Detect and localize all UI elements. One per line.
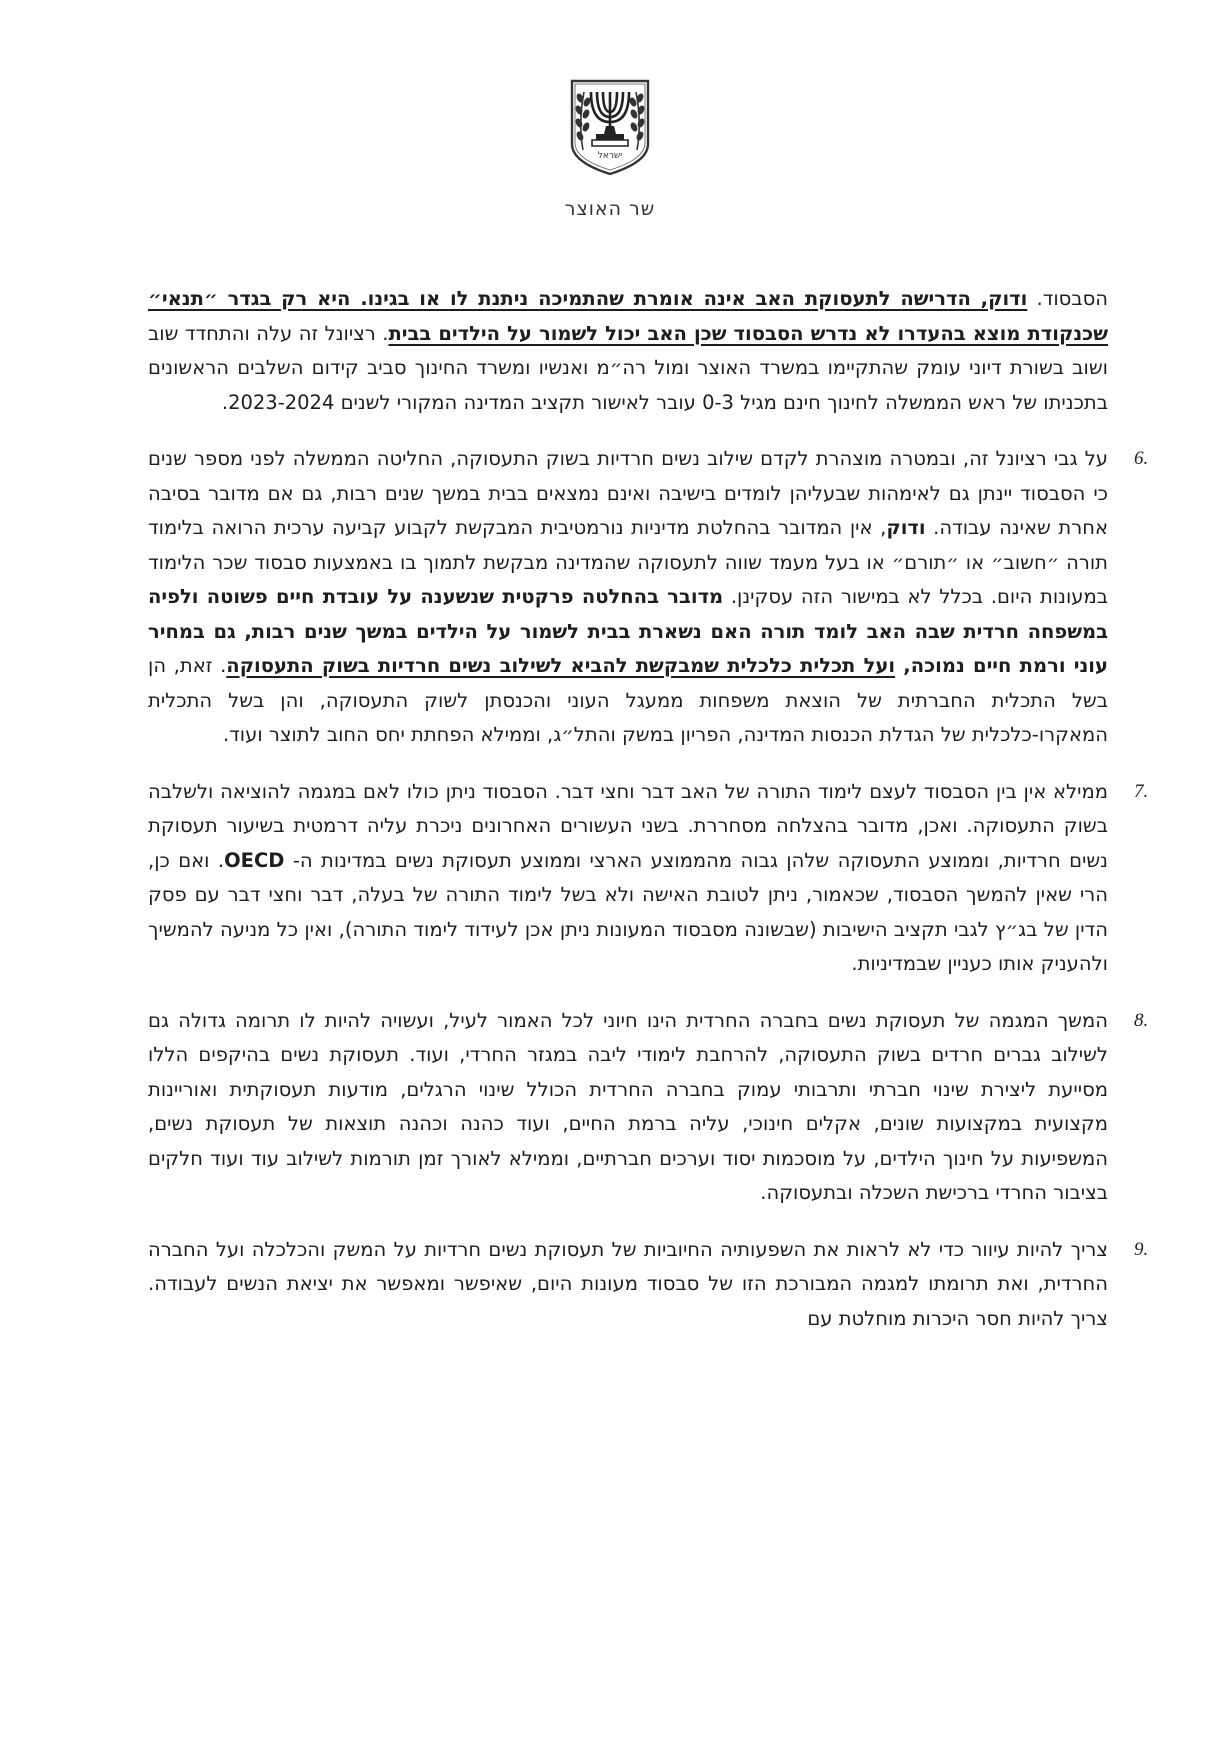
text-run: הסבסוד. <box>1027 287 1108 310</box>
text-run: . רציונל זה עלה והתחדד שוב ושוב בשורת דיוני עומק שהתקיימו במשרד האוצר ומול רה״מ ואנשיו ומשרד החינוך סביב קידום השלבים הראשונים בתכניתו של ראש הממשלה לחינוך חינם מגיל 0-3 עובר לאישור תקציב המדינה המקורי לשנים 2023-2024. <box>148 321 1108 414</box>
numbered-paragraph <box>148 442 1149 753</box>
text-run: צריך להיות עיוור כדי לא לראות את השפעותיה החיוביות של תעסוקת נשים חרדיות על המשק והכלכלה ועל החברה החרדית, ואת תרומתו למגמה המבורכת הזו של סבסוד מעונות היום, שאיפשר ומאפשר את יציאת הנשים לעבודה. צריך להיות חסר היכרות מוחלטת עם <box>148 1237 1108 1330</box>
text-run: . זאת, הן בשל התכלית החברתית של הוצאת משפחות ממעגל העוני והכנסתן לשוק התעסוקה, והן בשל התכלית המאקרו-כלכלית של הגדלת הכנסות המדינה, הפריון במשק והתל״ג, וממילא הפחתת יחס החוב לתוצר ועוד. <box>148 654 1108 746</box>
paragraph-number: 9. <box>1134 1238 1149 1260</box>
paragraph-text <box>148 287 1108 414</box>
paragraph-number: 7. <box>1134 780 1149 802</box>
numbered-paragraph <box>148 1233 1149 1337</box>
text-run: . ואם כן, הרי שאין להמשך הסבסוד, שכאמור, ניתן לטובת האישה ולא בשל לימוד התורה של בעלה, דבר וחצי דבר עם פסק הדין של בג״ץ לגבי תקציב הישיבות (שבשונה מסבסוד המעונות ניתן אכן לעידוד לימוד התורה), ואין כל מניעה להמשיך ולהעניק אותו כעניין שבמדיניות. <box>148 848 1108 975</box>
bold-underline-text-run: ודוק, הדרישה לתעסוקת האב אינה אומרת שהתמיכה ניתנת לו או בגינו. היא רק בגדר ״תנאי״ שכנקודת מוצא בהעדרו לא נדרש הסבסוד שכן האב יכול לשמור על הילדים בבית <box>148 287 1108 345</box>
paragraph-text <box>148 1238 1108 1330</box>
text-run: על גבי רציונל זה, ובמטרה מוצהרת לקדם שילוב נשים חרדיות בשוק התעסוקה, החליטה הממשלה לפני מספר שנים כי הסבסוד יינתן גם לאימהות שבעליהן לומדים בישיבה ואינם נמצאים בבית במשך שנים רבות, גם אם מדובר בסיבה אחרת שאינה עבודה. <box>148 447 1108 539</box>
bold-text-run: מדובר בהחלטה פרקטית שנשענה על עובדת חיים פשוטה ולפיה במשפחה חרדית שבה האב לומד תורה האם נשארת בבית לשמור על הילדים במשך שנים רבות, גם במחיר עוני ורמת חיים נמוכה, <box>148 585 1108 677</box>
paragraph-text <box>148 1009 1108 1205</box>
text-run: , אין המדובר בהחלטת מדיניות נורמטיבית המבקשת לקבוע קביעה ערכית הרואה בלימוד תורה ״חשוב״ או ״תורם״ או בעל מעמד שווה לתעסוקה שהמדינה מבקשת לתמוך בו באמצעות סבסוד שכר הלימוד במעונות היום. בכלל לא במישור הזה עסקינן. <box>148 516 1108 608</box>
paragraph-text <box>148 780 1108 976</box>
paragraph-number: 6. <box>1134 448 1149 469</box>
bold-underline-text-run: ועל תכלית כלכלית שמבקשת להביא לשילוב נשים חרדיות בשוק התעסוקה <box>226 654 896 677</box>
numbered-paragraph <box>148 1004 1149 1211</box>
emblem-caption: ישראל <box>597 151 623 161</box>
state-of-israel-emblem-icon <box>568 78 652 176</box>
office-title: שר האוצר <box>564 198 656 220</box>
paragraph-text <box>148 447 1108 746</box>
paragraph-number: 8. <box>1134 1009 1149 1031</box>
letter-body <box>148 282 1149 1358</box>
text-run: ממילא אין בין הסבסוד לעצם לימוד התורה של האב דבר וחצי דבר. הסבסוד ניתן כולו לאם במגמה להוציאה ולשלבה בשוק התעסוקה. ואכן, מדובר בהצלחה מסחררת. בשני העשורים האחרונים ניכרת עליה דרמטית בשיעור תעסוקת נשים חרדיות, וממוצע התעסוקה שלהן גבוה מהממוצע הארצי וממוצע תעסוקת נשים במדינות ה- <box>148 779 1108 872</box>
bold-text-run: OECD <box>224 848 285 872</box>
continued-paragraph <box>148 282 1108 420</box>
numbered-paragraph <box>148 775 1149 982</box>
text-run: המשך המגמה של תעסוקת נשים בחברה החרדית הינו חיוני לכל האמור לעיל, ועשויה להיות לו תרומה גדולה גם לשילוב גברים חרדים בשוק התעסוקה, להרחבת לימודי ליבה במגזר החרדי, ועוד. תעסוקת נשים בהיקפים הללו מסייעת ליצירת שינוי חברתי ותרבותי עמוק בחברה החרדית הכולל שינוי הרגלים, מודעות תעסוקתית ואוריינות מקצועית במקצועות שונים, אקלים חינוכי, עליה ברמת החיים, ועוד כהנה וכהנה תוצאות של תעסוקת נשים, המשפיעות על חינוך הילדים, על מוסכמות יסוד וערכים חברתיים, וממילא לאורך זמן תורמות לשילוב עוד ועוד חלקים בציבור החרדי ברכישת השכלה ובתעסוקה. <box>148 1008 1108 1204</box>
bold-text-run: ודוק <box>886 516 926 539</box>
letterhead <box>0 78 1220 220</box>
